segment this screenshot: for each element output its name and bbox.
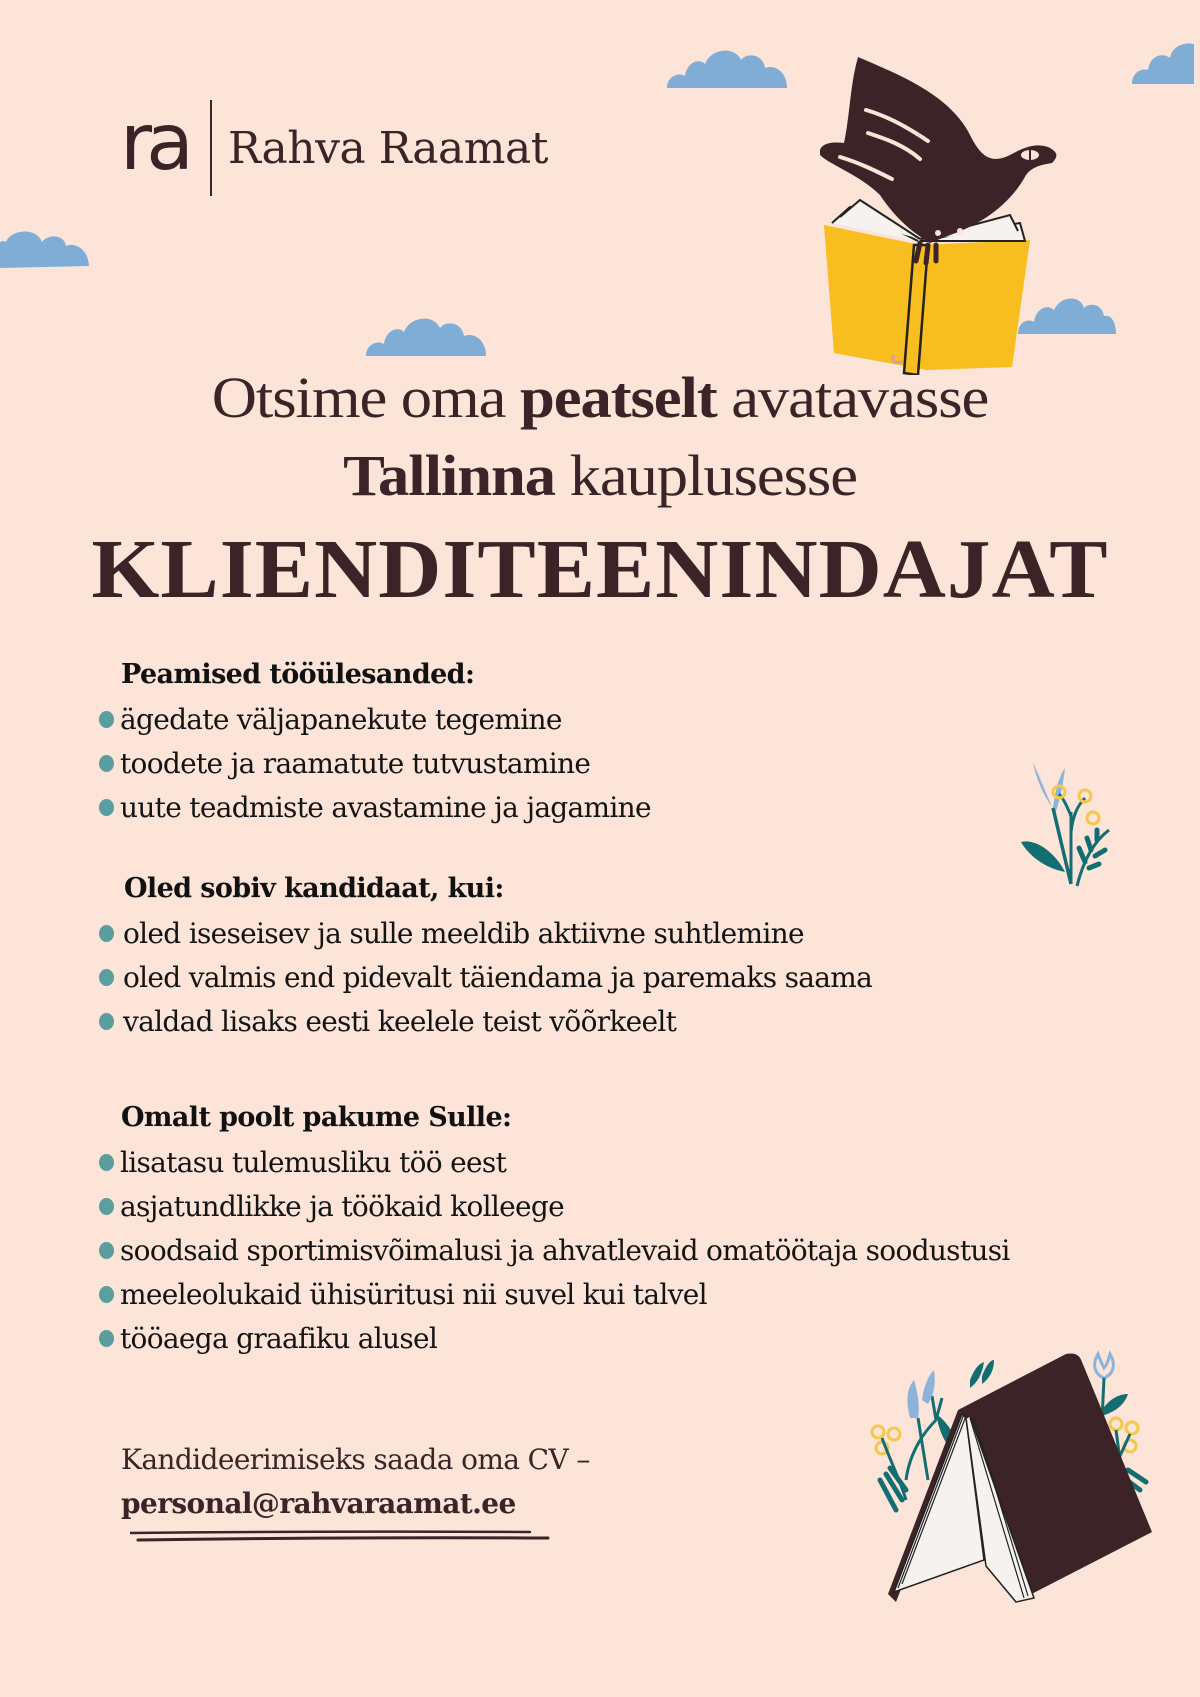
headline-line-1: Otsime oma peatselt avatavasse bbox=[211, 365, 989, 430]
cloud-icon bbox=[1132, 42, 1194, 84]
list-item: valdad lisaks eesti keelele teist võõrkeelt bbox=[95, 999, 872, 1043]
logo-name: Rahva Raamat bbox=[227, 122, 548, 174]
list-item: toodete ja raamatute tutvustamine bbox=[95, 741, 651, 785]
list-item: soodsaid sportimisvõimalusi ja ahvatlevaid omatöötaja soodustusi bbox=[95, 1228, 1010, 1272]
bullet-icon bbox=[99, 1242, 114, 1259]
cloud-icon bbox=[0, 228, 90, 268]
bullet-icon bbox=[99, 755, 114, 772]
section-title: Omalt poolt pakume Sulle: bbox=[121, 1102, 512, 1133]
bullet-icon bbox=[99, 1154, 114, 1171]
list-item: oled iseseisev ja sulle meeldib aktiivne suhtlemine bbox=[95, 911, 872, 955]
section-benefits bbox=[95, 1096, 1010, 1360]
cta-text: Kandideerimiseks saada oma CV – bbox=[121, 1443, 590, 1476]
bullet-icon bbox=[99, 925, 114, 942]
bullet-icon bbox=[99, 799, 114, 816]
section-title: Peamised tööülesanded: bbox=[121, 659, 475, 690]
bullet-icon bbox=[99, 969, 114, 986]
section-requirements bbox=[95, 867, 872, 1043]
email-underline-decoration bbox=[130, 1530, 550, 1542]
section-duties bbox=[95, 653, 651, 829]
application-cta bbox=[121, 1438, 590, 1526]
position-title: KLIENDITEENINDAJAT bbox=[91, 523, 1109, 616]
list-item: oled valmis end pidevalt täiendama ja paremaks saama bbox=[95, 955, 872, 999]
tent-book-with-flowers-icon bbox=[866, 1340, 1156, 1610]
list-item: meeleolukaid ühisüritusi nii suvel kui talvel bbox=[95, 1272, 1010, 1316]
list-item: tööaega graafiku alusel bbox=[95, 1316, 1010, 1360]
list-item: asjatundlikke ja töökaid kolleege bbox=[95, 1184, 1010, 1228]
section-title: Oled sobiv kandidaat, kui: bbox=[124, 873, 504, 904]
email-link[interactable]: personal@rahvaraamat.ee bbox=[121, 1487, 516, 1520]
bullet-icon bbox=[99, 1198, 114, 1215]
list-item: ägedate väljapanekute tegemine bbox=[95, 697, 651, 741]
flower-sprig-icon bbox=[1015, 752, 1115, 888]
logo bbox=[120, 100, 548, 196]
list-item: uute teadmiste avastamine ja jagamine bbox=[95, 785, 651, 829]
list-item: lisatasu tulemusliku töö eest bbox=[95, 1140, 1010, 1184]
bullet-icon bbox=[99, 711, 114, 728]
logo-mark: ra bbox=[120, 98, 188, 188]
cloud-icon bbox=[364, 314, 488, 356]
cloud-icon bbox=[665, 46, 789, 88]
bullet-icon bbox=[99, 1330, 114, 1347]
bullet-icon bbox=[99, 1013, 114, 1030]
headline-line-2: Tallinna kauplusesse bbox=[343, 443, 857, 508]
bird-on-book-icon bbox=[820, 55, 1100, 375]
logo-divider bbox=[210, 100, 212, 196]
bullet-icon bbox=[99, 1286, 114, 1303]
